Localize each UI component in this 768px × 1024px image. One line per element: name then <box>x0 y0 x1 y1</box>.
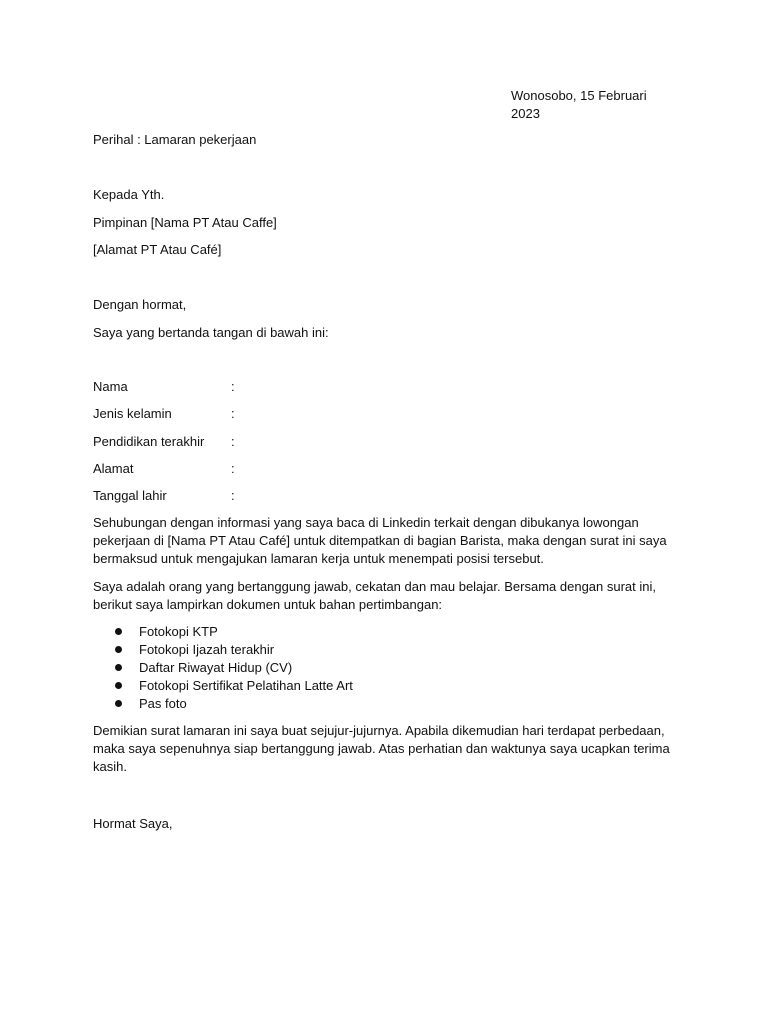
closing-text: Hormat Saya, <box>93 816 173 831</box>
letter-date <box>511 87 671 123</box>
body-paragraph-3: Demikian surat lamaran ini saya buat sejujur-jujurnya. Apabila dikemudian hari terdapat perbedaan, maka saya sepenuhnya siap bertanggung jawab. Atas perhatian dan waktunya saya ucapkan terima kasih. <box>93 723 670 774</box>
bullet-icon <box>115 700 122 707</box>
recipient-address: [Alamat PT Atau Café] <box>93 242 222 257</box>
body-paragraph-2: Saya adalah orang yang bertanggung jawab, cekatan dan mau belajar. Bersama dengan surat ini, berikut saya lampirkan dokumen untuk bahan pertimbangan: <box>93 579 656 612</box>
field-colon: : <box>231 379 235 394</box>
salutation: Dengan hormat, <box>93 297 187 312</box>
bullet-icon <box>115 682 122 689</box>
field-colon: : <box>231 406 235 421</box>
field-label-tanggal-lahir: Tanggal lahir <box>93 488 167 503</box>
date-line-2: 2023 <box>511 106 540 121</box>
field-label-jenis-kelamin: Jenis kelamin <box>93 406 172 421</box>
field-label-nama: Nama <box>93 379 128 394</box>
list-item-label: Fotokopi Sertifikat Pelatihan Latte Art <box>139 678 353 693</box>
field-label-pendidikan: Pendidikan terakhir <box>93 434 205 449</box>
body-paragraph-1: Sehubungan dengan informasi yang saya baca di Linkedin terkait dengan dibukanya lowongan pekerjaan di [Nama PT Atau Café] untuk ditempatkan di bagian Barista, maka dengan surat ini saya bermaksud untuk mengajukan lamaran kerja untuk menempati posisi tersebut. <box>93 515 667 566</box>
list-item <box>93 695 353 713</box>
list-item-label: Pas foto <box>139 696 187 711</box>
field-colon: : <box>231 488 235 503</box>
field-label-alamat: Alamat <box>93 461 134 476</box>
list-item <box>93 677 353 695</box>
recipient-greeting: Kepada Yth. <box>93 187 165 202</box>
list-item-label: Fotokopi Ijazah terakhir <box>139 642 275 657</box>
bullet-icon <box>115 628 122 635</box>
recipient-name: Pimpinan [Nama PT Atau Caffe] <box>93 215 277 230</box>
bullet-icon <box>115 646 122 653</box>
field-colon: : <box>231 434 235 449</box>
list-item-label: Daftar Riwayat Hidup (CV) <box>139 660 293 675</box>
bullet-icon <box>115 664 122 671</box>
date-line-1: Wonosobo, 15 Februari <box>511 88 647 103</box>
list-item <box>93 641 353 659</box>
attachment-list <box>93 623 353 713</box>
list-item <box>93 659 353 677</box>
letter-subject: Perihal : Lamaran pekerjaan <box>93 132 257 147</box>
field-colon: : <box>231 461 235 476</box>
list-item-label: Fotokopi KTP <box>139 624 218 639</box>
list-item <box>93 623 353 641</box>
intro-text: Saya yang bertanda tangan di bawah ini: <box>93 325 329 340</box>
